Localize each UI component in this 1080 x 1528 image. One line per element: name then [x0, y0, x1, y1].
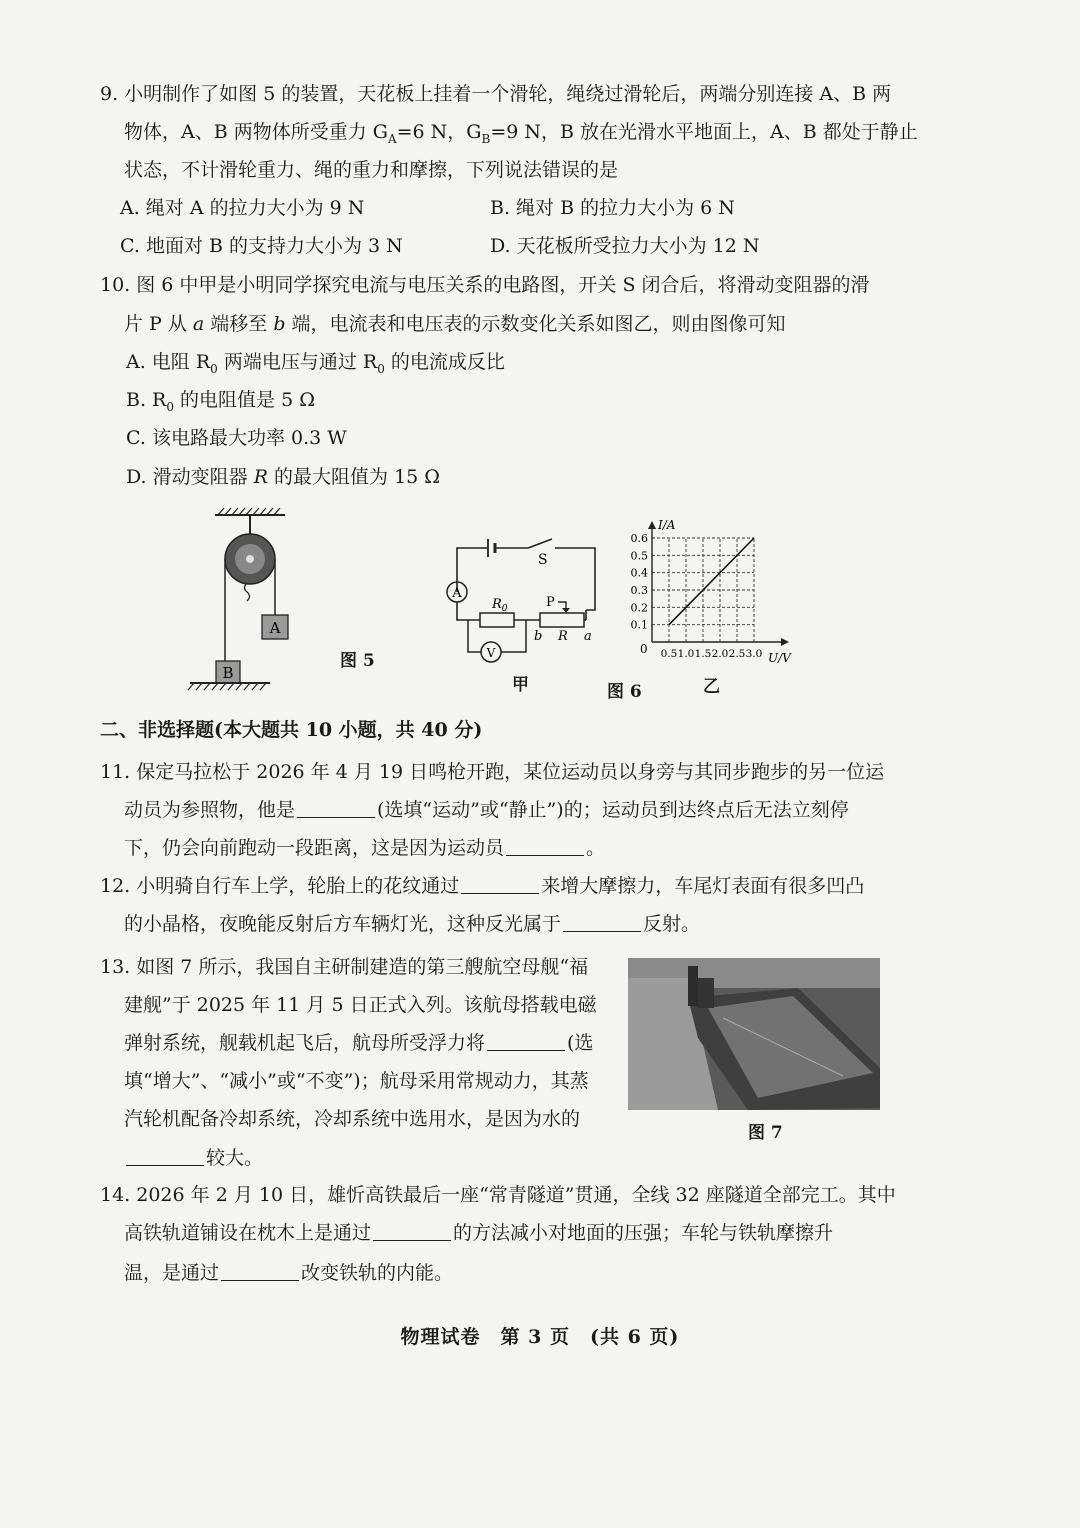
x-tick-label: 2.0 — [711, 648, 729, 660]
q9-option-b: B. 绳对 B 的拉力大小为 6 N — [490, 197, 735, 219]
q10-option-d: D. 滑动变阻器 R 的最大阻值为 15 Ω — [126, 466, 441, 488]
x-tick-label: 1.5 — [694, 648, 712, 660]
q11-blank-1[interactable] — [297, 799, 375, 818]
q13-line-6: 较大。 — [124, 1146, 263, 1170]
figure-7-carrier-photo — [628, 958, 880, 1110]
block-b-label: B — [222, 664, 234, 682]
q9-option-d: D. 天花板所受拉力大小为 12 N — [490, 235, 760, 257]
y-tick-label: 0.1 — [630, 618, 648, 632]
y-tick-label: 0.5 — [630, 549, 648, 563]
r0-label: $R_0$ — [492, 597, 508, 614]
q12-blank-1[interactable] — [461, 875, 539, 894]
x-tick-label: 1.0 — [677, 648, 695, 660]
voltmeter-label: V — [486, 646, 496, 660]
q13-line-4: 填“增大”、“减小”或“不变”)；航母采用常规动力，其蒸 — [124, 1070, 589, 1092]
q12-line-1: 12. 小明骑自行车上学，轮胎上的花纹通过 来增大摩擦力，车尾灯表面有很多凹凸 — [100, 875, 865, 897]
q14-line-3: 温，是通过 改变铁轨的内能。 — [124, 1262, 454, 1284]
q13-line-1: 13. 如图 7 所示，我国自主研制建造的第三艘航空母舰“福 — [100, 956, 589, 978]
figure-6-graph — [600, 515, 800, 675]
terminal-a-label: a — [584, 629, 592, 644]
q14-line-1: 14. 2026 年 2 月 10 日，雄忻高铁最后一座“常青隧道”贯通，全线 32 座隧道全部完工。其中 — [100, 1184, 896, 1206]
figure-7-caption: 图 7 — [748, 1123, 783, 1143]
q9-line-3: 状态，不计滑轮重力、绳的重力和摩擦，下列说法错误的是 — [124, 159, 619, 181]
q11-line-1: 11. 保定马拉松于 2026 年 4 月 19 日鸣枪开跑，某位运动员以身旁与其同步跑步的另一位运 — [100, 761, 885, 783]
y-tick-label: 0.3 — [630, 584, 648, 597]
q11-blank-2[interactable] — [506, 837, 584, 856]
figure-6-caption: 图 6 — [607, 682, 642, 702]
q10-option-a: A. 电阻 $R_0$ 两端电压与通过 $R_0$ 的电流成反比 — [126, 351, 505, 376]
block-a-label: A — [269, 619, 281, 637]
x-tick-label: 3.0 — [745, 648, 763, 660]
q10-option-c: C. 该电路最大功率 0.3 W — [126, 427, 347, 449]
q9-line-2: 物体，A、B 两物体所受重力 $G_A=6$ N，$G_B=9$ N，B 放在光滑水平地面上，A、B 都处于静止 — [124, 121, 918, 146]
figure-5-pulley — [180, 505, 290, 695]
q11-line-3: 下，仍会向前跑动一段距离，这是因为运动员 。 — [124, 837, 606, 859]
q13-line-2: 建舰”于 2025 年 11 月 5 日正式入列。该航母搭载电磁 — [124, 994, 597, 1016]
q10-option-b: B. $R_0$ 的电阻值是 5 Ω — [126, 389, 315, 414]
graph-origin: 0 — [640, 642, 648, 656]
terminal-b-label: b — [534, 629, 543, 644]
q14-blank-1[interactable] — [373, 1222, 451, 1241]
figure-5-caption: 图 5 — [340, 651, 375, 671]
ammeter-label: A — [452, 586, 462, 601]
figure-6-jia-label: 甲 — [512, 675, 529, 695]
q10-line-1: 10. 图 6 中甲是小明同学探究电流与电压关系的电路图，开关 S 闭合后，将滑动变阻器的滑 — [100, 274, 870, 296]
q13-blank-1[interactable] — [487, 1032, 565, 1051]
slider-p-label: P — [546, 595, 555, 610]
section-2-heading: 二、非选择题(本大题共 10 小题，共 40 分) — [100, 719, 483, 741]
page-footer: 物理试卷 第 3 页 (共 6 页) — [400, 1326, 680, 1348]
graph-x-label: U/V — [768, 651, 791, 665]
series-line — [669, 538, 754, 625]
q9-line-1: 9. 小明制作了如图 5 的装置，天花板上挂着一个滑轮，绳绕过滑轮后，两端分别连接 A、B 两 — [100, 83, 892, 105]
q13-line-5: 汽轮机配备冷却系统，冷却系统中选用水，是因为水的 — [124, 1108, 581, 1130]
y-tick-label: 0.6 — [630, 532, 648, 545]
q13-blank-2[interactable] — [126, 1147, 204, 1166]
figure-6-circuit — [440, 530, 610, 670]
y-tick-label: 0.2 — [630, 601, 648, 615]
q10-line-2: 片 P 从 a 端移至 b 端，电流表和电压表的示数变化关系如图乙，则由图像可知 — [124, 313, 786, 335]
q13-line-3: 弹射系统，舰载机起飞后，航母所受浮力将 (选 — [124, 1032, 594, 1054]
q11-line-2: 动员为参照物，他是 (选填“运动”或“静止”)的；运动员到达终点后无法立刻停 — [124, 799, 849, 821]
x-tick-label: 2.5 — [728, 648, 746, 660]
graph-y-label: I/A — [658, 518, 676, 532]
figure-6-yi-label: 乙 — [703, 677, 720, 697]
q12-blank-2[interactable] — [563, 913, 641, 932]
q14-blank-2[interactable] — [221, 1262, 299, 1281]
x-tick-label: 0.5 — [660, 648, 678, 660]
q9-option-c: C. 地面对 B 的支持力大小为 3 N — [120, 235, 403, 257]
q12-line-2: 的小晶格，夜晚能反射后方车辆灯光，这种反光属于 反射。 — [124, 913, 701, 935]
y-tick-label: 0.4 — [630, 566, 648, 580]
q9-option-a: A. 绳对 A 的拉力大小为 9 N — [120, 197, 365, 219]
rheostat-r-label: R — [558, 629, 568, 644]
q14-line-2: 高铁轨道铺设在枕木上是通过 的方法减小对地面的压强；车轮与铁轨摩擦升 — [124, 1222, 834, 1244]
switch-s-label: S — [538, 552, 548, 568]
